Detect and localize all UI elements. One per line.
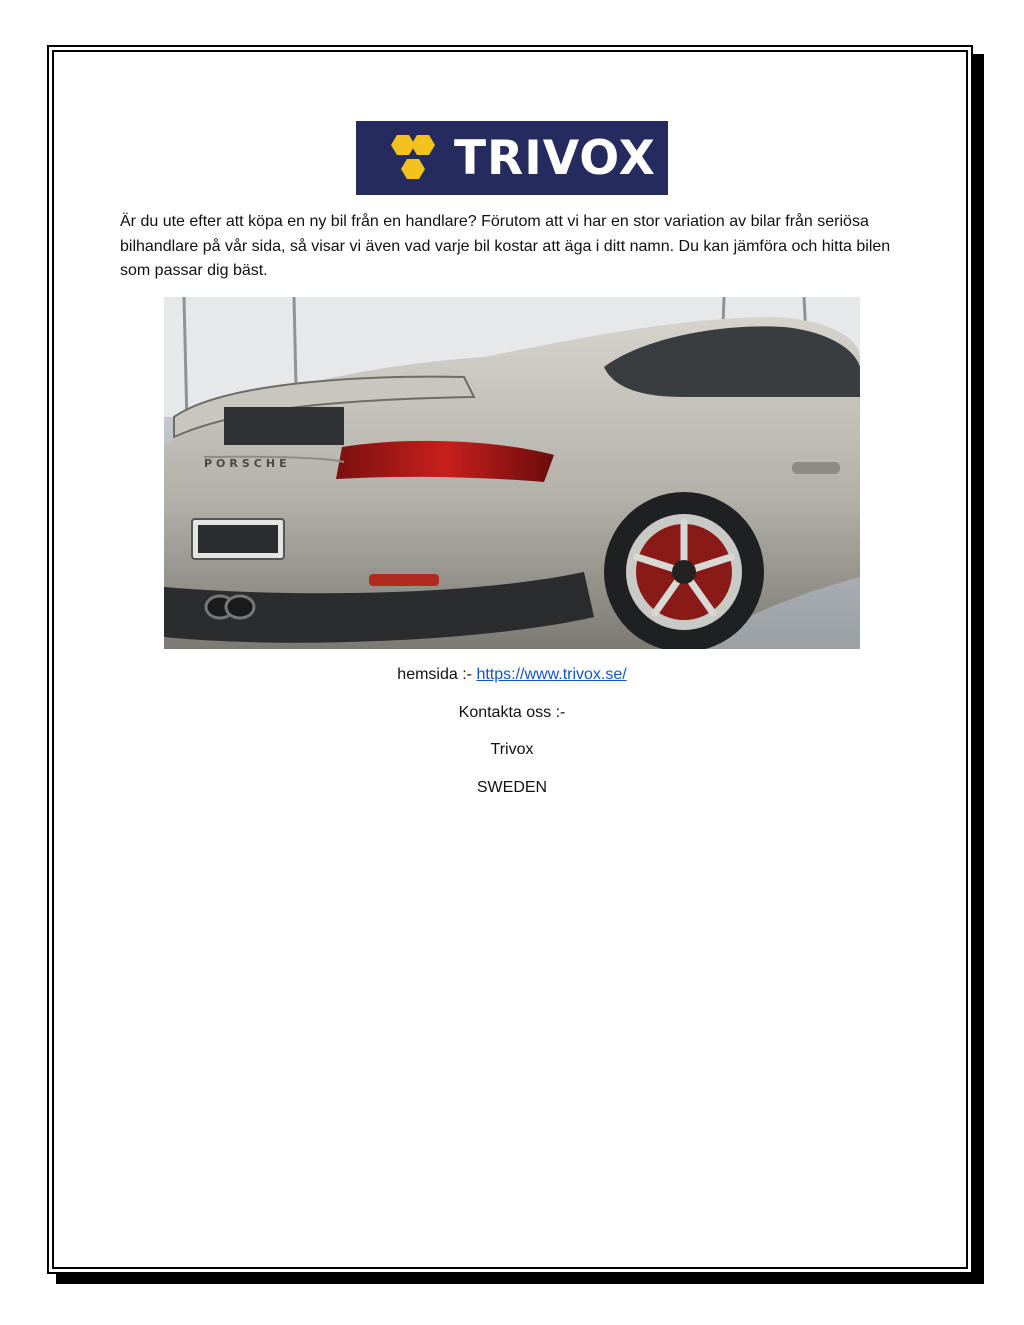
car-badge: PORSCHE xyxy=(204,457,291,470)
honeycomb-logo-icon xyxy=(380,133,440,183)
trivox-logo xyxy=(356,121,668,195)
website-line xyxy=(0,666,1024,684)
logo-wordmark: TRIVOX xyxy=(454,130,656,186)
contact-country: SWEDEN xyxy=(476,779,548,796)
website-label: hemsida :- xyxy=(397,666,477,683)
contact-company: Trivox xyxy=(490,741,534,758)
website-link[interactable]: https://www.trivox.se/ xyxy=(476,666,627,683)
contact-heading: Kontakta oss :- xyxy=(458,704,566,721)
intro-paragraph: Är du ute efter att köpa en ny bil från en handlare? Förutom att vi har en stor variation av bilar från seriösa bilhandlare på vår sida, så visar vi även vad varje bil kostar att äga i ditt namn. Du kan jämföra och hitta bilen som passar dig bäst. xyxy=(120,213,891,279)
car-photo xyxy=(164,297,860,649)
